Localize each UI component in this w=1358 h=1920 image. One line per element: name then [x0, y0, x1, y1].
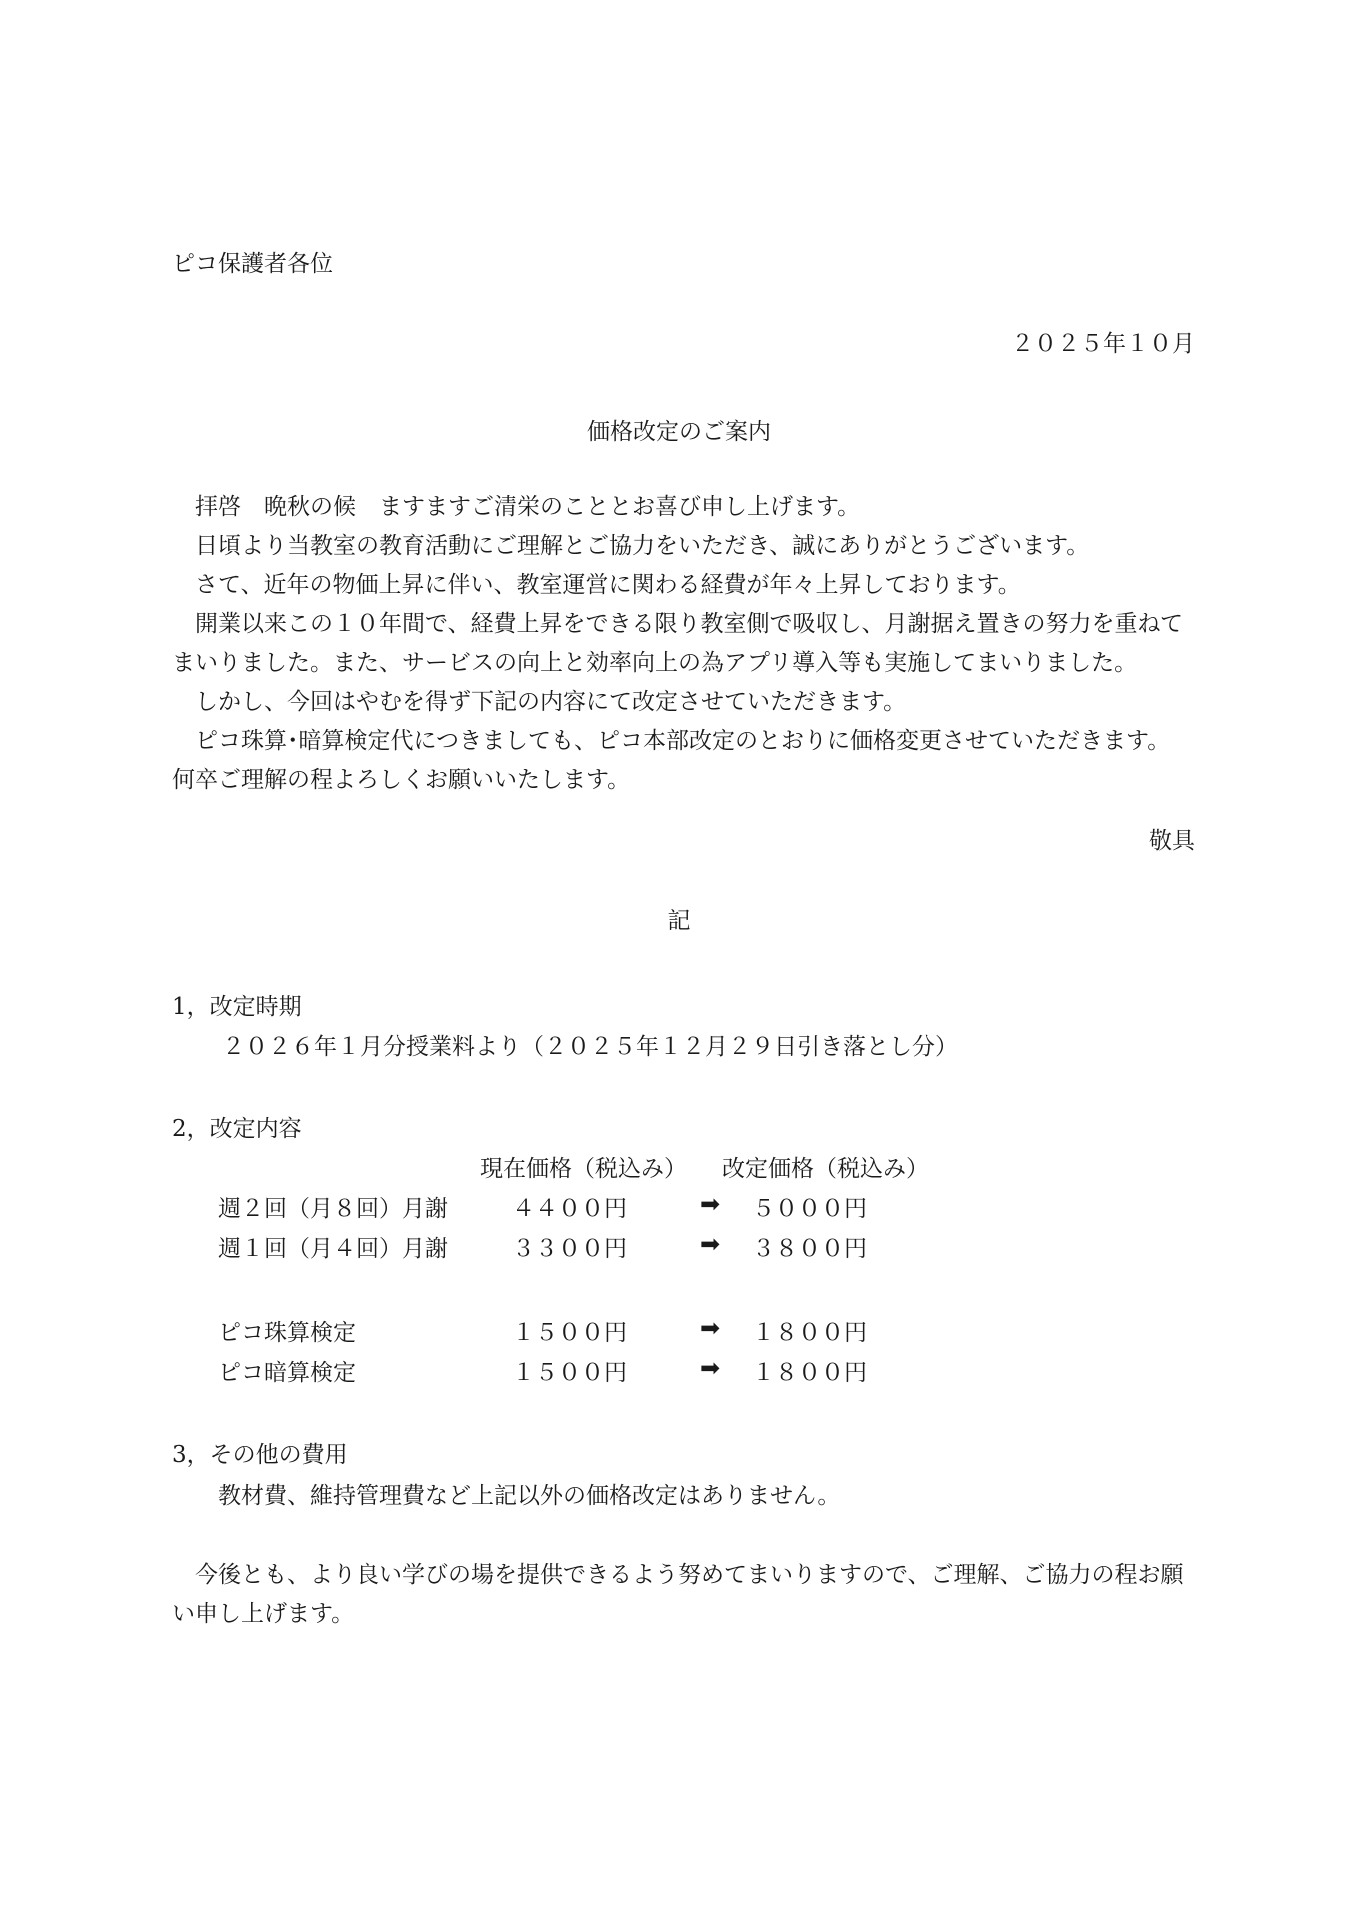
document-date: ２０２５年１０月 [1011, 331, 1195, 357]
new-price: ５０００円 [752, 1196, 867, 1222]
price-row [0, 1314, 1358, 1350]
arrow-icon: ➡ [700, 1354, 721, 1382]
arrow-icon: ➡ [700, 1230, 721, 1258]
section1-detail: ２０２６年１月分授業料より（２０２５年１２月２９日引き落とし分） [222, 1034, 958, 1060]
body-paragraph: ピコ珠算･暗算検定代につきましても、ピコ本部改定のとおりに価格変更させていただきます。何卒ご理解の程よろしくお願いいたします。 [172, 728, 1171, 793]
final-text: 今後とも、より良い学びの場を提供できるよう努めてまいりますので、ご理解、ご協力の程お願い申し上げます。 [172, 1562, 1184, 1627]
body-paragraph: さて、近年の物価上昇に伴い、教室運営に関わる経費が年々上昇しております。 [195, 572, 1021, 598]
closing: 敬具 [1149, 828, 1195, 854]
current-price: ３３００円 [512, 1236, 627, 1262]
current-price: ４４００円 [512, 1196, 627, 1222]
price-label: ピコ珠算検定 [218, 1320, 356, 1346]
letter-body [172, 488, 1192, 800]
new-price: １８００円 [752, 1360, 867, 1386]
section3-heading: 3，その他の費用 [172, 1442, 348, 1468]
final-paragraph [172, 1556, 1192, 1634]
body-paragraph: 日頃より当教室の教育活動にご理解とご協力をいただき、誠にありがとうございます。 [195, 533, 1090, 559]
document-title: 価格改定のご案内 [587, 419, 771, 445]
ki-heading: 記 [667, 908, 691, 934]
addressee: ピコ保護者各位 [172, 251, 333, 277]
new-price: １８００円 [752, 1320, 867, 1346]
price-row [0, 1354, 1358, 1390]
price-label: 週２回（月８回）月謝 [218, 1196, 448, 1222]
current-price: １５００円 [512, 1360, 627, 1386]
arrow-icon: ➡ [700, 1190, 721, 1218]
current-price: １５００円 [512, 1320, 627, 1346]
column-current-price: 現在価格（税込み） [480, 1156, 687, 1182]
section3-detail: 教材費、維持管理費など上記以外の価格改定はありません。 [218, 1483, 841, 1509]
arrow-icon: ➡ [700, 1314, 721, 1342]
section2-heading: 2，改定内容 [172, 1116, 302, 1142]
body-paragraph: 開業以来この１０年間で、経費上昇をできる限り教室側で吸収し、月謝据え置きの努力を重ねてまいりました。また、サービスの向上と効率向上の為アプリ導入等も実施してまいりました。 [172, 611, 1183, 676]
column-new-price: 改定価格（税込み） [722, 1156, 929, 1182]
price-label: ピコ暗算検定 [218, 1360, 356, 1386]
greeting: 拝啓 晩秋の候 ますますご清栄のこととお喜び申し上げます。 [195, 494, 861, 520]
section1-heading: 1，改定時期 [172, 994, 302, 1020]
new-price: ３８００円 [752, 1236, 867, 1262]
body-paragraph: しかし、今回はやむを得ず下記の内容にて改定させていただきます。 [195, 689, 907, 715]
price-row [0, 1190, 1358, 1226]
price-row [0, 1230, 1358, 1266]
price-label: 週１回（月４回）月謝 [218, 1236, 448, 1262]
